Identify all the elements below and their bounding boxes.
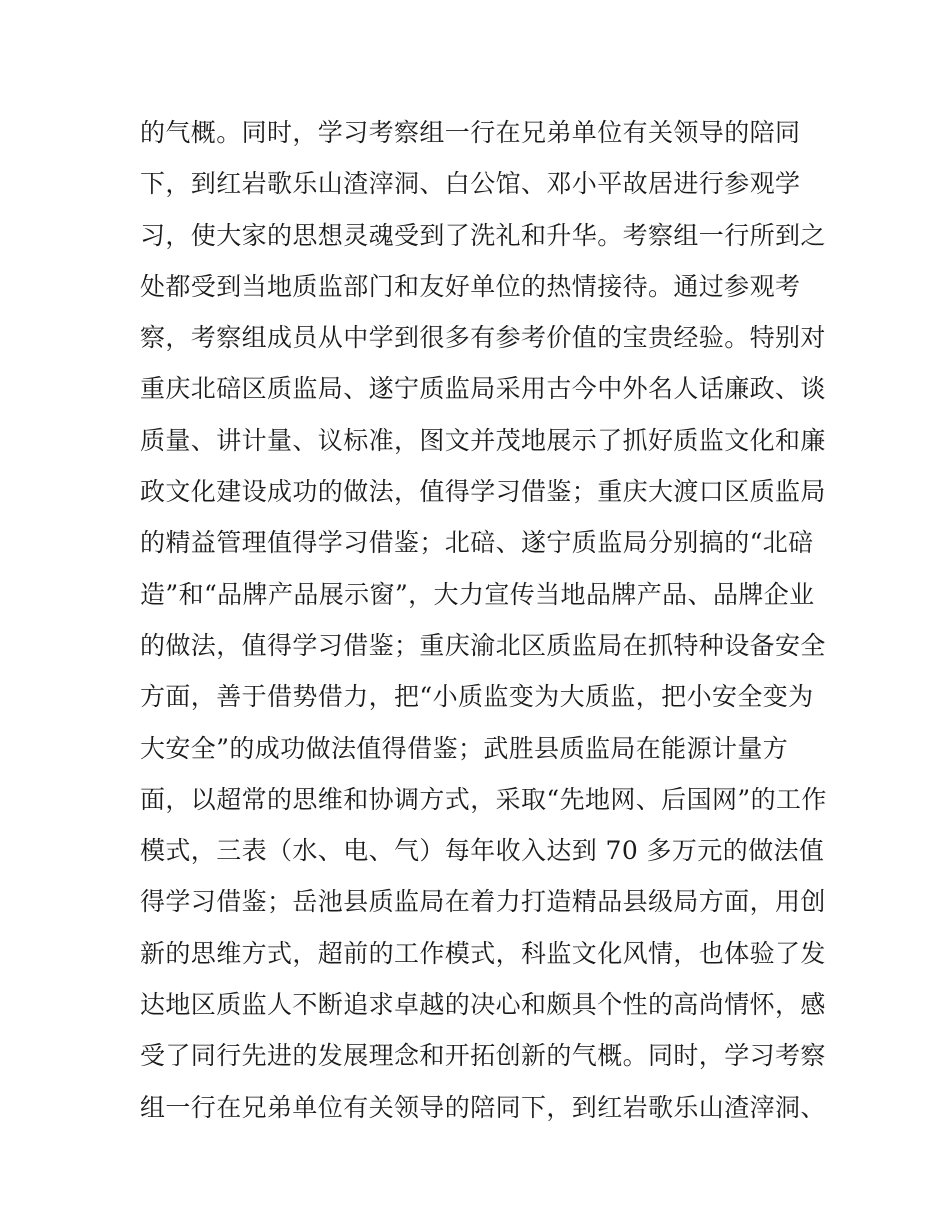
text-line: 政文化建设成功的做法，值得学习借鉴；重庆大渡口区质监局 <box>140 477 826 507</box>
text-line: 受了同行先进的发展理念和开拓创新的气概。同时，学习考察 <box>140 1041 826 1071</box>
text-line: 达地区质监人不断追求卓越的决心和颇具个性的高尚情怀，感 <box>140 990 826 1020</box>
text-line: 的做法，值得学习借鉴；重庆渝北区质监局在抓特种设备安全 <box>140 630 826 660</box>
text-line: 质量、讲计量、议标准，图文并茂地展示了抓好质监文化和廉 <box>140 425 826 455</box>
text-line: 重庆北碚区质监局、遂宁质监局采用古今中外名人话廉政、谈 <box>140 374 826 404</box>
text-line: 习，使大家的思想灵魂受到了洗礼和升华。考察组一行所到之 <box>140 220 826 250</box>
text-line: 新的思维方式，超前的工作模式，科监文化风情，也体验了发 <box>140 938 826 968</box>
text-line: 组一行在兄弟单位有关领导的陪同下，到红岩歌乐山渣滓洞、 <box>140 1092 826 1122</box>
text-line: 面，以超常的思维和协调方式，采取“先地网、后国网”的工作 <box>140 784 827 814</box>
text-line: 大安全”的成功做法值得借鉴；武胜县质监局在能源计量方 <box>140 733 789 763</box>
body-paragraph <box>140 107 827 1133</box>
text-line: 方面，善于借势借力，把“小质监变为大质监，把小安全变为 <box>140 682 814 712</box>
text-line: 处都受到当地质监部门和友好单位的热情接待。通过参观考 <box>140 271 801 301</box>
text-line: 得学习借鉴；岳池县质监局在着力打造精品县级局方面，用创 <box>140 887 826 917</box>
text-line: 的精益管理值得学习借鉴；北碚、遂宁质监局分别搞的“北碚 <box>140 528 814 558</box>
text-line: 下，到红岩歌乐山渣滓洞、白公馆、邓小平故居进行参观学 <box>140 169 801 199</box>
text-line: 察，考察组成员从中学到很多有参考价值的宝贵经验。特别对 <box>140 323 826 353</box>
text-line: 造”和“品牌产品展示窗”，大力宣传当地品牌产品、品牌企业 <box>140 579 815 609</box>
text-line: 的气概。同时，学习考察组一行在兄弟单位有关领导的陪同 <box>140 118 801 147</box>
text-line: 模式，三表（水、电、气）每年收入达到 70 多万元的做法值 <box>140 836 825 866</box>
